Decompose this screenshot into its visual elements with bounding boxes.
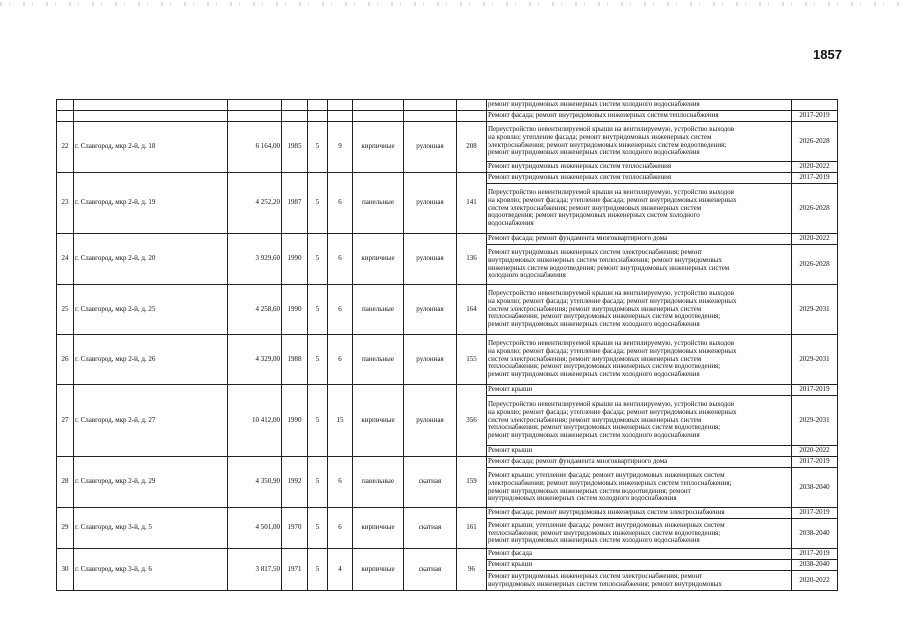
house-address: г. Славгород, мкр 2-й, д. 29: [74, 457, 228, 508]
roof-type: [404, 100, 457, 111]
work-description: Переустройство невентилируемой крыши на вентилируемую, устройство выходов на кровлю; ремонт фасада; утепление фасада; ремонт внутридомовых инженерных систем электроснабжения; ремонт внутридомовых инженерных систем теплоснабжения; ремонт внутридомовых инженерных систем водоотведения; ремонт внутридомовых инженерных систем холодного водоснабжения: [487, 285, 792, 335]
roof-type: скатная: [404, 549, 457, 591]
work-period: 2026-2028: [792, 245, 838, 285]
work-description: Ремонт фасада; ремонт фундамента многоквартирного дома: [487, 457, 792, 468]
resident-count: 164: [457, 285, 487, 335]
entrance-count: 6: [328, 508, 353, 549]
work-period: 2038-2040: [792, 468, 838, 508]
house-address: г. Славгород, мкр 2-й, д. 19: [74, 173, 228, 234]
work-description: Ремонт крыши; утепление фасада; ремонт внутридомовых инженерных систем электроснабжения; ремонт внутридомовых инженерных систем теплоснабжения; ремонт внутридомовых инженерных систем водоотведения; ремонт внутридомовых инженерных систем холодного водоснабжения: [487, 468, 792, 508]
work-period: 2029-2031: [792, 285, 838, 335]
total-area: 3 929,60: [228, 234, 282, 285]
capital-repair-table: [56, 99, 838, 591]
resident-count: [457, 100, 487, 111]
table-row: [57, 385, 838, 396]
wall-material: кирпичные: [353, 508, 404, 549]
work-period: 2017-2019: [792, 385, 838, 396]
entrance-count: 6: [328, 285, 353, 335]
build-year: 1992: [282, 457, 308, 508]
floor-count: 5: [308, 122, 328, 173]
table-row: [57, 111, 838, 122]
build-year: 1990: [282, 285, 308, 335]
row-number: [57, 111, 74, 122]
work-period: 2017-2019: [792, 508, 838, 519]
row-number: 28: [57, 457, 74, 508]
roof-type: [404, 111, 457, 122]
scan-edge-noise: [0, 2, 904, 6]
wall-material: панельные: [353, 173, 404, 234]
work-description: Ремонт крыши: [487, 560, 792, 571]
roof-type: рулонная: [404, 122, 457, 173]
roof-type: рулонная: [404, 335, 457, 385]
entrance-count: [328, 111, 353, 122]
build-year: 1970: [282, 508, 308, 549]
work-period: [792, 100, 838, 111]
work-description: Ремонт внутридомовых инженерных систем электроснабжения; ремонт внутридомовых инженерных систем теплоснабжения; ремонт внутридомовых инженерных систем водоотведения; ремонт внутридомовых инженерных систем холодного водоснабжения: [487, 245, 792, 285]
floor-count: 5: [308, 335, 328, 385]
row-number: 22: [57, 122, 74, 173]
total-area: 4 329,00: [228, 335, 282, 385]
house-address: г. Славгород, мкр 2-й, д. 25: [74, 285, 228, 335]
build-year: [282, 100, 308, 111]
work-period: 2020-2022: [792, 571, 838, 591]
build-year: 1985: [282, 122, 308, 173]
table-row: [57, 335, 838, 385]
build-year: 1990: [282, 234, 308, 285]
total-area: 10 412,00: [228, 385, 282, 457]
roof-type: рулонная: [404, 285, 457, 335]
work-description: Ремонт крыши: [487, 446, 792, 457]
floor-count: 5: [308, 285, 328, 335]
floor-count: 5: [308, 234, 328, 285]
floor-count: 5: [308, 173, 328, 234]
row-number: 23: [57, 173, 74, 234]
wall-material: панельные: [353, 335, 404, 385]
row-number: 30: [57, 549, 74, 591]
roof-type: рулонная: [404, 234, 457, 285]
work-period: 2026-2028: [792, 122, 838, 162]
work-description: Ремонт фасада: [487, 549, 792, 560]
work-period: 2026-2028: [792, 184, 838, 234]
build-year: 1990: [282, 385, 308, 457]
work-description: Переустройство невентилируемой крыши на вентилируемую, устройство выходов на кровлю; ремонт фасада; утепление фасада; ремонт внутридомовых инженерных систем электроснабжения; ремонт внутридомовых инженерных систем теплоснабжения; ремонт внутридомовых инженерных систем водоотведения; ремонт внутридомовых инженерных систем холодного водоснабжения: [487, 396, 792, 446]
table-row: [57, 549, 838, 560]
resident-count: [457, 111, 487, 122]
total-area: 4 252,20: [228, 173, 282, 234]
wall-material: кирпичные: [353, 385, 404, 457]
total-area: [228, 111, 282, 122]
wall-material: [353, 111, 404, 122]
table-row: [57, 508, 838, 519]
work-period: 2017-2019: [792, 457, 838, 468]
total-area: 4 350,90: [228, 457, 282, 508]
entrance-count: 4: [328, 549, 353, 591]
build-year: [282, 111, 308, 122]
resident-count: 208: [457, 122, 487, 173]
total-area: 3 817,50: [228, 549, 282, 591]
roof-type: рулонная: [404, 385, 457, 457]
work-description: Переустройство невентилируемой крыши на вентилируемую, устройство выходов на кровлю; ремонт фасада; утепление фасада; ремонт внутридомовых инженерных систем электроснабжения; ремонт внутридомовых инженерных систем водоотведения; ремонт внутридомовых инженерных систем холодного водоснабжения: [487, 184, 792, 234]
roof-type: скатная: [404, 508, 457, 549]
work-description: Ремонт фасада; ремонт внутридомовых инженерных систем теплоснабжения: [487, 111, 792, 122]
entrance-count: 6: [328, 457, 353, 508]
house-address: г. Славгород, мкр 2-й, д. 27: [74, 385, 228, 457]
work-period: 2017-2019: [792, 111, 838, 122]
roof-type: скатная: [404, 457, 457, 508]
resident-count: 141: [457, 173, 487, 234]
entrance-count: 15: [328, 385, 353, 457]
house-address: г. Славгород, мкр 3-й, д. 6: [74, 549, 228, 591]
house-address: [74, 100, 228, 111]
row-number: 27: [57, 385, 74, 457]
row-number: 24: [57, 234, 74, 285]
floor-count: 5: [308, 385, 328, 457]
entrance-count: 6: [328, 234, 353, 285]
work-description: Переустройство невентилируемой крыши на вентилируемую, устройство выходов на кровлю; утепление фасада; ремонт внутридомовых инженерных систем электроснабжения; ремонт внутридомовых инженерных систем водоотведения; ремонт внутридомовых инженерных систем холодного водоснабжения: [487, 122, 792, 162]
page-number: 1857: [813, 47, 842, 62]
entrance-count: 9: [328, 122, 353, 173]
resident-count: 161: [457, 508, 487, 549]
build-year: 1971: [282, 549, 308, 591]
work-description: Ремонт крыши: [487, 385, 792, 396]
row-number: 29: [57, 508, 74, 549]
entrance-count: [328, 100, 353, 111]
table-row: [57, 457, 838, 468]
floor-count: 5: [308, 457, 328, 508]
wall-material: кирпичные: [353, 122, 404, 173]
build-year: 1988: [282, 335, 308, 385]
wall-material: панельные: [353, 457, 404, 508]
row-number: 25: [57, 285, 74, 335]
floor-count: 5: [308, 508, 328, 549]
total-area: [228, 100, 282, 111]
build-year: 1987: [282, 173, 308, 234]
table-row: [57, 234, 838, 245]
work-period: 2029-2031: [792, 335, 838, 385]
work-period: 2038-2040: [792, 560, 838, 571]
row-number: [57, 100, 74, 111]
work-description: Переустройство невентилируемой крыши на вентилируемую, устройство выходов на кровлю; ремонт фасада; утепление фасада; ремонт внутридомовых инженерных систем электроснабжения; ремонт внутридомовых инженерных систем теплоснабжения; ремонт внутридомовых инженерных систем водоотведения; ремонт внутридомовых инженерных систем холодного водоснабжения: [487, 335, 792, 385]
house-address: г. Славгород, мкр 3-й, д. 5: [74, 508, 228, 549]
row-number: 26: [57, 335, 74, 385]
work-description: Ремонт крыши; утепление фасада; ремонт внутридомовых инженерных систем теплоснабжения; ремонт внутридомовых инженерных систем водоотведения; ремонт внутридомовых инженерных систем холодного водоснабжения: [487, 519, 792, 549]
work-description: ремонт внутридомовых инженерных систем холодного водоснабжения: [487, 100, 792, 111]
work-period: 2017-2019: [792, 549, 838, 560]
work-description: Ремонт фасада; ремонт внутридомовых инженерных систем электроснабжения: [487, 508, 792, 519]
house-address: г. Славгород, мкр 2-й, д. 26: [74, 335, 228, 385]
work-description: Ремонт внутридомовых инженерных систем электроснабжения; ремонт внутридомовых инженерных систем теплоснабжения; ремонт внутридомовых: [487, 571, 792, 591]
resident-count: 159: [457, 457, 487, 508]
work-period: 2029-2031: [792, 396, 838, 446]
floor-count: [308, 111, 328, 122]
entrance-count: 6: [328, 173, 353, 234]
work-period: 2017-2019: [792, 173, 838, 184]
work-period: 2020-2022: [792, 162, 838, 173]
entrance-count: 6: [328, 335, 353, 385]
total-area: 4 501,00: [228, 508, 282, 549]
work-description: Ремонт внутридомовых инженерных систем теплоснабжения: [487, 173, 792, 184]
table-row: [57, 100, 838, 111]
work-description: Ремонт внутридомовых инженерных систем теплоснабжения: [487, 162, 792, 173]
table-row: [57, 173, 838, 184]
wall-material: [353, 100, 404, 111]
work-description: Ремонт фасада; ремонт фундамента многоквартирного дома: [487, 234, 792, 245]
wall-material: кирпичные: [353, 549, 404, 591]
resident-count: 155: [457, 335, 487, 385]
work-period: 2020-2022: [792, 234, 838, 245]
work-period: 2020-2022: [792, 446, 838, 457]
roof-type: рулонная: [404, 173, 457, 234]
resident-count: 96: [457, 549, 487, 591]
house-address: г. Славгород, мкр 2-й, д. 20: [74, 234, 228, 285]
house-address: г. Славгород, мкр 2-й, д. 18: [74, 122, 228, 173]
floor-count: 5: [308, 549, 328, 591]
work-period: 2038-2040: [792, 519, 838, 549]
table-row: [57, 285, 838, 335]
wall-material: панельные: [353, 285, 404, 335]
table-row: [57, 122, 838, 162]
total-area: 4 258,60: [228, 285, 282, 335]
floor-count: [308, 100, 328, 111]
total-area: 6 164,00: [228, 122, 282, 173]
house-address: [74, 111, 228, 122]
resident-count: 356: [457, 385, 487, 457]
resident-count: 136: [457, 234, 487, 285]
wall-material: кирпичные: [353, 234, 404, 285]
